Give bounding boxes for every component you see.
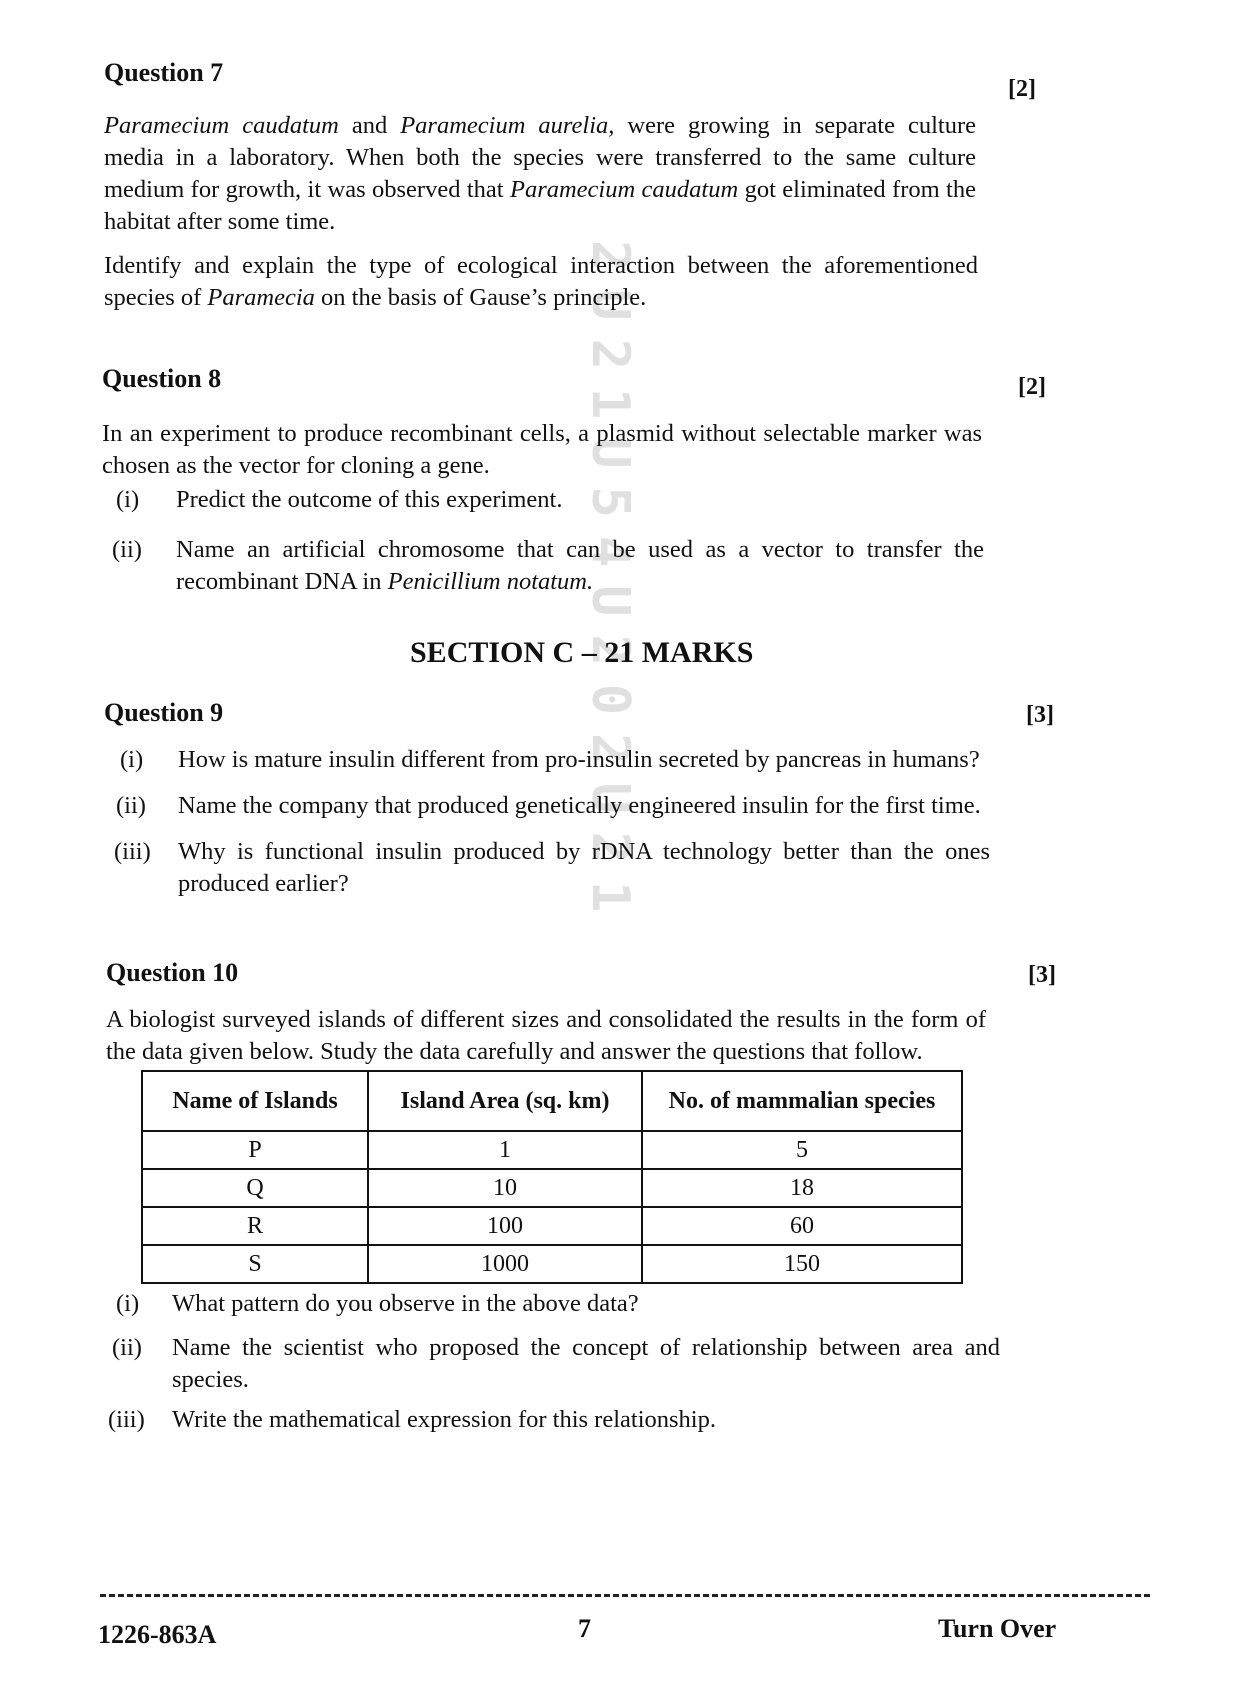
item-number: (i) bbox=[116, 486, 140, 513]
column-header: Island Area (sq. km) bbox=[368, 1071, 642, 1131]
item-text bbox=[176, 534, 984, 598]
item-text: Write the mathematical expression for this relationship. bbox=[172, 1406, 716, 1433]
question-10-marks: [3] bbox=[1028, 962, 1056, 988]
island-area-cell: 1 bbox=[368, 1131, 642, 1169]
island-name-cell: R bbox=[142, 1207, 368, 1245]
watermark: 2U21U54U202U21 bbox=[580, 240, 640, 931]
island-area-cell: 1000 bbox=[368, 1245, 642, 1283]
question-7-marks: [2] bbox=[1008, 76, 1036, 102]
species-count-cell: 5 bbox=[642, 1131, 962, 1169]
question-10-item-i bbox=[116, 1288, 1000, 1322]
item-number: (i) bbox=[116, 1290, 140, 1317]
species-count-cell: 18 bbox=[642, 1169, 962, 1207]
question-7-paragraph-2 bbox=[104, 250, 978, 314]
species-count-cell: 60 bbox=[642, 1207, 962, 1245]
question-8-intro: In an experiment to produce recombinant cells, a plasmid without selectable marker was chosen as the vector for cloning a gene. bbox=[102, 420, 982, 479]
text-span: and bbox=[338, 112, 401, 139]
page-number: 7 bbox=[578, 1614, 591, 1643]
turn-over-label: Turn Over bbox=[938, 1614, 1057, 1643]
text-span: Identify and explain the type of ecological interaction between the aforementioned species of bbox=[104, 252, 978, 311]
question-7-paragraph-1 bbox=[104, 110, 976, 238]
text-span: got eliminated from the habitat after some time. bbox=[104, 176, 976, 235]
item-text: How is mature insulin different from pro-insulin secreted by pancreas in humans? bbox=[178, 746, 980, 773]
question-9-marks: [3] bbox=[1026, 702, 1054, 728]
question-8-title: Question 8 bbox=[102, 364, 222, 393]
question-10-item-ii bbox=[112, 1332, 1000, 1398]
island-name-cell: P bbox=[142, 1131, 368, 1169]
column-header: Name of Islands bbox=[142, 1071, 368, 1131]
item-text: Predict the outcome of this experiment. bbox=[176, 486, 563, 513]
island-name-cell: Q bbox=[142, 1169, 368, 1207]
table-header-row bbox=[142, 1071, 962, 1131]
question-9-item-i bbox=[120, 744, 990, 778]
question-7-title: Question 7 bbox=[104, 58, 224, 87]
question-9-item-ii bbox=[116, 790, 990, 824]
island-name-cell: S bbox=[142, 1245, 368, 1283]
question-10-item-iii bbox=[108, 1404, 1000, 1438]
item-number: (iii) bbox=[108, 1406, 145, 1433]
table-row bbox=[142, 1169, 962, 1207]
item-number: (iii) bbox=[114, 838, 151, 865]
species-name: Paramecium caudatum bbox=[509, 176, 739, 203]
paper-code: 1226-863A bbox=[98, 1620, 217, 1649]
column-header: No. of mammalian species bbox=[642, 1071, 962, 1131]
table-row bbox=[142, 1131, 962, 1169]
section-c-heading: SECTION C – 21 MARKS bbox=[410, 636, 754, 669]
species-name: Paramecium aurelia, bbox=[400, 112, 615, 139]
table-row bbox=[142, 1207, 962, 1245]
text-span: Name an artificial chromosome that can be used as a vector to transfer the recombinant DNA in bbox=[176, 536, 984, 595]
table-row bbox=[142, 1245, 962, 1283]
question-9-item-iii bbox=[114, 836, 990, 902]
item-text: What pattern do you observe in the above data? bbox=[172, 1290, 639, 1317]
item-number: (ii) bbox=[112, 1334, 142, 1361]
species-name: Paramecium caudatum bbox=[104, 112, 339, 139]
island-area-cell: 10 bbox=[368, 1169, 642, 1207]
text-span: on the basis of Gause’s principle. bbox=[314, 284, 647, 311]
text-span: were growing in separate culture media in a laboratory. When both the species were transferred to the same culture medium for growth, it was observed that bbox=[104, 112, 976, 203]
question-10-intro: A biologist surveyed islands of different sizes and consolidated the results in the form of the data given below. Study the data carefully and answer the questions that follow. bbox=[106, 1006, 986, 1065]
island-data-table bbox=[141, 1070, 963, 1284]
item-number: (ii) bbox=[116, 792, 146, 819]
organism-name: Penicillium notatum. bbox=[387, 568, 594, 595]
question-9-title: Question 9 bbox=[104, 698, 224, 727]
item-number: (i) bbox=[120, 746, 144, 773]
item-text: Name the scientist who proposed the concept of relationship between area and species. bbox=[172, 1334, 1000, 1393]
question-8-item-ii bbox=[112, 534, 984, 600]
item-text: Why is functional insulin produced by rDNA technology better than the ones produced earlier? bbox=[178, 838, 990, 897]
species-count-cell: 150 bbox=[642, 1245, 962, 1283]
question-8-marks: [2] bbox=[1018, 374, 1046, 400]
item-number: (ii) bbox=[112, 536, 142, 563]
question-8-item-i bbox=[116, 484, 984, 518]
footer-divider bbox=[100, 1594, 1150, 1597]
island-area-cell: 100 bbox=[368, 1207, 642, 1245]
genus-name: Paramecia bbox=[207, 284, 315, 311]
item-text: Name the company that produced genetically engineered insulin for the first time. bbox=[178, 792, 981, 819]
question-10-title: Question 10 bbox=[106, 958, 239, 987]
